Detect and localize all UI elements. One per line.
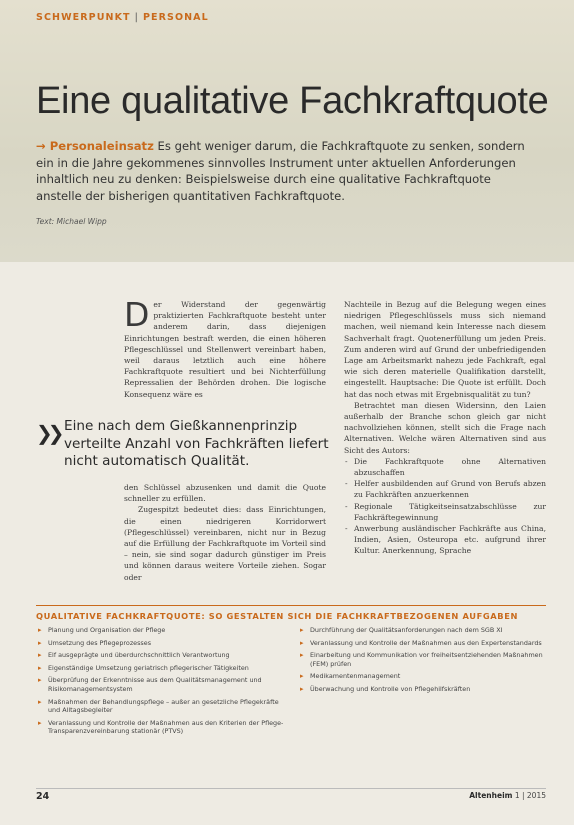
kicker-separator: | [134, 12, 139, 23]
info-box-title: QUALITATIVE FACHKRAFTQUOTE: SO GESTALTEN SICH DIE FACHKRAFTBEZOGENEN AUFGABEN [36, 611, 519, 621]
column-1-paragraph-2: den Schlüssel abzusenken und damit die Quote schneller zu erfüllen. [124, 483, 326, 504]
article-column-2 [344, 299, 546, 557]
article-lead [36, 138, 536, 204]
kicker-section: SCHWERPUNKT [36, 12, 131, 23]
list-item: ▸ Umsetzung des Pflegeprozesses [36, 639, 286, 648]
list-item: ▸ Eigenständige Umsetzung geriatrisch pflegerischer Tätigkeiten [36, 664, 286, 673]
info-box-columns [36, 626, 546, 786]
info-box-left-column [36, 626, 286, 740]
lead-tag: → Personaleinsatz [36, 139, 154, 153]
magazine-name: Altenheim [469, 791, 513, 800]
list-item: ▸ Veranlassung und Kontrolle der Maßnahmen aus den Expertenstandards [298, 639, 548, 648]
list-item: ▸ Einarbeitung und Kommunikation vor freiheitsentziehenden Maßnahmen (FEM) prüfen [298, 651, 548, 668]
drop-cap: D [124, 295, 150, 334]
list-item: ▸ Medikamentenmanagement [298, 672, 548, 681]
info-box [36, 605, 546, 786]
column-1-paragraph-3: Zugespitzt bedeutet dies: dass Einrichtungen, die einen niedrigeren Korridorwert (Pflegeschlüssel) vereinbaren, nicht nur in Bezug auf die Erfüllung der Fachkraftquote im Vorteil sind – nein, sie sind sogar dadurch günstiger im Preis und können daraus weitere Vorteile ziehen. Sogar oder [124, 505, 326, 582]
list-item: - Die Fachkraftquote ohne Alternativen abzuschaffen [344, 456, 546, 478]
alternatives-list [344, 456, 546, 557]
lead-text: Es geht weniger darum, die Fachkraftquote zu senken, sondern ein in die Jahre gekommenes sinnvolles Instrument unter aktuellen Anforderungen inhaltlich neu zu denken: Beispielsweise durch eine qualitative Fachkraftquote anstelle der bisherigen quantitativen Fachkraftquote. [36, 139, 525, 203]
column-2-paragraph-2: Betrachtet man diesen Widersinn, den Laien außerhalb der Branche schon gleich gar nicht nachvollziehen können, stellt sich die Frage nach Alternativen. Welche wären Alternativen sind aus Sicht des Autors: [344, 400, 546, 455]
double-chevron-icon: ❯❯ [36, 421, 60, 445]
column-1-paragraph-1: er Widerstand der gegenwärtig praktizierten Fachkraftquote besteht unter anderem darin, dass diejenigen Einrichtungen bestraft werden, die einen höheren Pflegeschlüssel und Stellenwert vereinbart haben, weil daraus letztlich auch eine höhere Fachkraftquote resultiert und bei Nichterfüllung Repressalien der Behörden drohen. Die logische Konsequenz wäre es [124, 300, 326, 399]
section-kicker [36, 12, 209, 23]
list-item: ▸ Überprüfung der Erkenntnisse aus dem Qualitätsmanagement und Risikomanagementsystem [36, 676, 286, 693]
article-column-1 [124, 295, 326, 400]
list-item: - Regionale Tätigkeitseinsatzabschlüsse zur Fachkräftegewinnung [344, 501, 546, 523]
article-title: Eine qualitative Fachkraftquote [36, 80, 549, 122]
article-byline: Text: Michael Wipp [36, 217, 107, 226]
footer-magazine [469, 791, 546, 800]
page-number: 24 [36, 791, 50, 802]
list-item: ▸ Planung und Organisation der Pflege [36, 626, 286, 635]
list-item: ▸ Elf ausgeprägte und überdurchschnittlich Verantwortung [36, 651, 286, 660]
magazine-issue: 1 | 2015 [514, 791, 546, 800]
info-box-right-column [298, 626, 548, 698]
kicker-topic: PERSONAL [142, 12, 209, 23]
list-item: ▸ Überwachung und Kontrolle von Pflegehilfskräften [298, 685, 548, 694]
column-2-paragraph-1: Nachteile in Bezug auf die Belegung wegen eines niedrigen Pflegeschlüssels muss sich niemand machen, weil niemand kein Interesse nach diesem Sachverhalt fragt. Quotenerfüllung um jeden Preis. Zum anderen wird auf Grund der unbefriedigenden Lage am Arbeitsmarkt nahezu jede Fachkraft, egal wie sich deren materielle Qualifikation darstellt, eingestellt. Hauptsache: Die Quote ist erfüllt. Doch hat das noch etwas mit Ergebnisqualität zu tun? [344, 300, 546, 399]
list-item: - Helfer ausbildenden auf Grund von Berufs abzen zu Fachkräften anzuerkennen [344, 478, 546, 500]
pull-quote-text: Eine nach dem Gießkannenprinzip verteilte Anzahl von Fachkräften liefert nicht automatisch Qualität. [64, 418, 329, 470]
list-item: ▸ Veranlassung und Kontrolle der Maßnahmen aus den Kriterien der Pflege-Transparenzvereinbarung stationär (PTVS) [36, 719, 286, 736]
article-column-1-continued [124, 482, 326, 583]
list-item: ▸ Maßnahmen der Behandlungspflege – außer an gesetzliche Pflegekräfte und Alltagsbegleiter [36, 698, 286, 715]
footer-divider [36, 788, 546, 789]
list-item: ▸ Durchführung der Qualitätsanforderungen nach dem SGB XI [298, 626, 548, 635]
list-item: - Anwerbung ausländischer Fachkräfte aus China, Indien, Asien, Osteuropa etc. aufgrund ihrer Kultur. Anerkennung, Sprache [344, 523, 546, 557]
